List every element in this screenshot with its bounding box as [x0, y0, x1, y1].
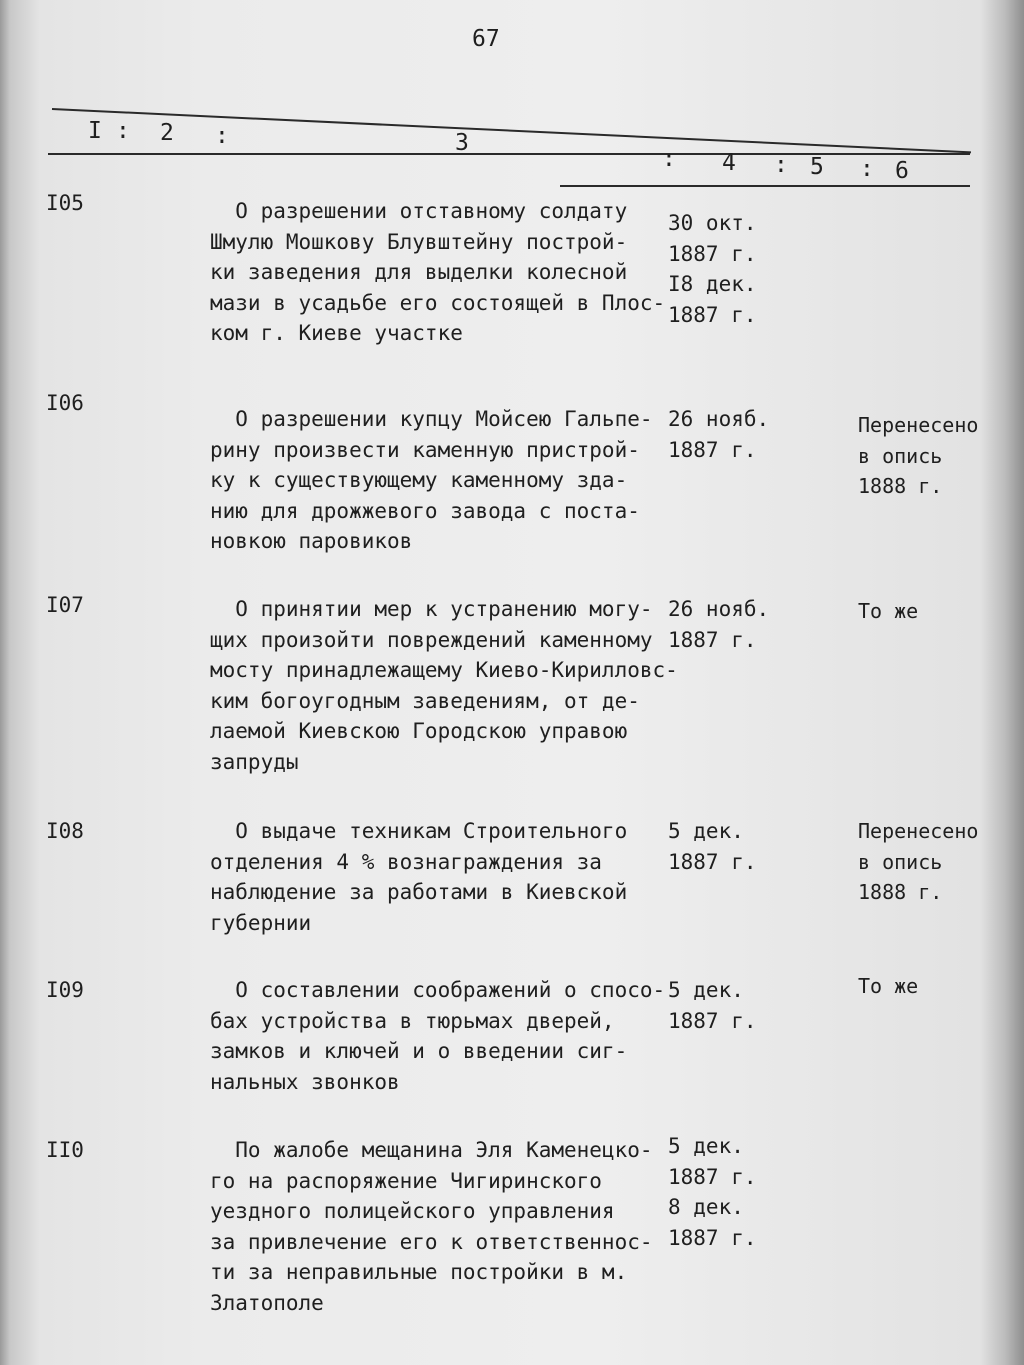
header-col5: 5	[810, 154, 824, 180]
entry-title: О разрешении отставному солдату Шмулю Мошкову Блувштейну построй- ки заведения для выделки колесной мази в усадьбе его состоящей в Плос- ком г. Киеве участке	[210, 199, 666, 346]
entry-title: О составлении соображений о спосо- бах устройства в тюрьмах дверей, замков и ключей и о введении сиг- нальных звонков	[210, 978, 666, 1094]
header-sep: :	[116, 118, 130, 144]
entry-number: I07	[46, 593, 84, 617]
header-bottom-rule	[560, 185, 970, 187]
entry-dates: 5 дек. 1887 г. 8 дек. 1887 г.	[668, 1134, 757, 1250]
header-col2: 2	[160, 120, 174, 146]
entry-note: Перенесено в опись 1888 г.	[858, 413, 979, 499]
header-sep: :	[774, 152, 788, 178]
entry-number: I08	[46, 819, 84, 843]
entry-dates: 26 нояб. 1887 г.	[668, 597, 770, 652]
header-col6: 6	[895, 158, 909, 184]
entry-number: II0	[46, 1138, 84, 1162]
entry-note: То же	[858, 599, 919, 623]
entry-dates: 30 окт. 1887 г. I8 дек. 1887 г.	[668, 211, 757, 327]
entry-title: О выдаче техникам Строительного отделения 4 % вознаграждения за наблюдение за работами в Киевской губернии	[210, 819, 628, 935]
entry-dates: 5 дек. 1887 г.	[668, 819, 757, 874]
entry-dates: 5 дек. 1887 г.	[668, 978, 757, 1033]
header-sep: :	[215, 123, 229, 149]
header-middle-rule	[48, 153, 970, 155]
header-top-rule	[52, 108, 971, 153]
header-col1: I	[88, 118, 102, 144]
entry-note: Перенесено в опись 1888 г.	[858, 819, 979, 905]
entry-title: О разрешении купцу Мойсею Гальпе- рину произвести каменную пристрой- ку к существующему каменному зда- нию для дрожжевого завода с поста- новкою паровиков	[210, 407, 653, 554]
entry-number: I06	[46, 391, 84, 415]
header-sep: :	[860, 156, 874, 182]
entry-title: О принятии мер к устранению могу- щих произойти повреждений каменному мосту принадлежащему Киево-Кирилловс- ким богоугодным заведениям, от де- лаемой Киевскою Городскою управою запруды	[210, 597, 678, 774]
entry-title: По жалобе мещанина Эля Каменецко- го на распоряжение Чигиринского уездного полицейского управления за привлечение его к ответственнос- ти за неправильные постройки в м. Златополе	[210, 1138, 653, 1315]
header-sep: :	[662, 146, 676, 172]
page-number: 67	[472, 26, 500, 52]
header-col3: 3	[455, 130, 469, 156]
entry-note: То же	[858, 974, 919, 998]
entry-number: I05	[46, 191, 84, 215]
entry-number: I09	[46, 978, 84, 1002]
header-col4: 4	[722, 150, 736, 176]
entry-dates: 26 нояб. 1887 г.	[668, 407, 770, 462]
